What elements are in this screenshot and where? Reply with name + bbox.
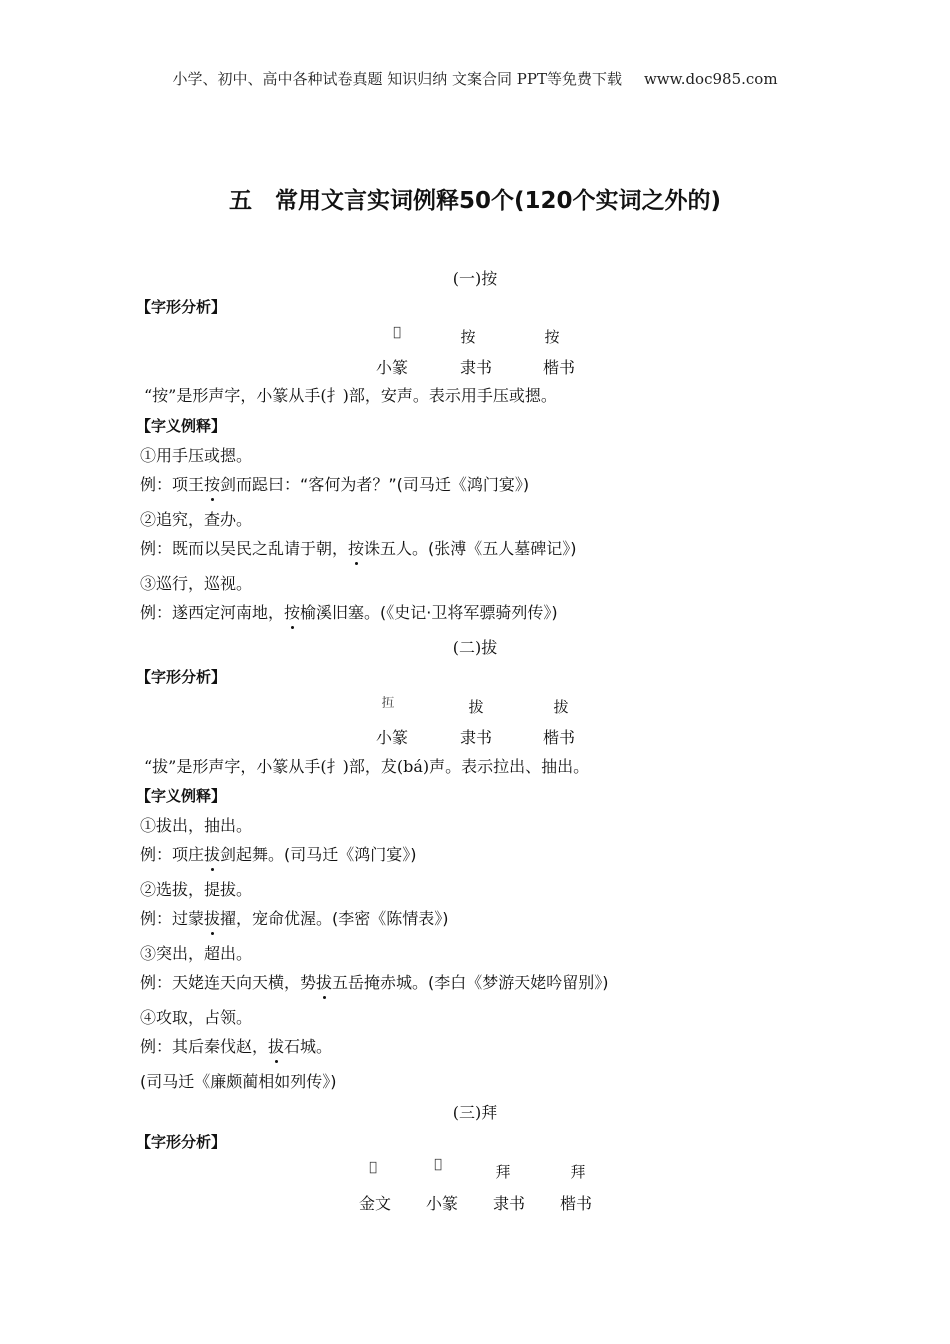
script-label: 楷书: [542, 358, 575, 377]
header-site: www.doc985.com: [643, 70, 778, 88]
key-word: 拔: [316, 970, 332, 993]
section-heading-bai: (三)拜: [452, 1103, 498, 1122]
page-title: 五 常用文言实词例释50个(120个实词之外的): [228, 188, 722, 214]
script-label: 小篆: [375, 728, 408, 747]
meaning-definition: ②追究，查办。: [140, 510, 253, 529]
meaning-definition: ③突出，超出。: [140, 944, 253, 963]
meaning-label: 【字义例释】: [136, 417, 227, 435]
regular-glyph: 拜: [570, 1163, 586, 1181]
regular-glyph: 按: [544, 328, 560, 346]
meaning-definition: ①拔出，抽出。: [140, 816, 253, 835]
clerical-glyph: 按: [460, 328, 476, 346]
seal-glyph: 𢪙: [393, 325, 399, 340]
key-word: 按: [348, 536, 364, 559]
meaning-label: 【字义例释】: [136, 787, 227, 805]
form-analysis-label: 【字形分析】: [136, 1133, 227, 1151]
meaning-example: 例：项庄拔剑起舞。(司马迁《鸿门宴》): [140, 842, 417, 865]
script-label: 楷书: [542, 728, 575, 747]
section-heading-an: (一)按: [452, 269, 498, 288]
bronze-glyph: 𢪨: [369, 1160, 375, 1175]
seal-glyph: 𢪨: [434, 1157, 440, 1172]
meaning-definition: ②选拔，提拔。: [140, 880, 253, 899]
meaning-definition: ④攻取，占领。: [140, 1008, 253, 1027]
form-analysis-label: 【字形分析】: [136, 668, 227, 686]
meaning-definition: ①用手压或摁。: [140, 446, 253, 465]
regular-glyph: 拔: [553, 698, 569, 716]
section-heading-ba: (二)拔: [452, 638, 498, 657]
page-header: [0, 68, 950, 89]
script-label: 小篆: [375, 358, 408, 377]
script-label: 小篆: [425, 1194, 458, 1213]
script-label: 隶书: [492, 1194, 525, 1213]
script-label: 楷书: [559, 1194, 592, 1213]
script-label: 金文: [358, 1194, 391, 1213]
key-word: 拔: [204, 906, 220, 929]
key-word: 拔: [204, 842, 220, 865]
clerical-glyph: 拔: [468, 698, 484, 716]
meaning-example: 例：过蒙拔擢，宠命优渥。(李密《陈情表》): [140, 906, 449, 929]
meaning-example: 例：遂西定河南地，按榆溪旧塞。(《史记·卫将军骠骑列传》): [140, 600, 558, 623]
key-word: 按: [204, 472, 220, 495]
meaning-source: (司马迁《廉颇蔺相如列传》): [140, 1072, 337, 1091]
form-analysis-text: “按”是形声字，小篆从手(扌)部，安声。表示用手压或摁。: [144, 386, 557, 405]
script-label: 隶书: [459, 358, 492, 377]
meaning-example: 例：其后秦伐赵，拔石城。: [140, 1034, 332, 1057]
meaning-example: 例：天姥连天向天横，势拔五岳掩赤城。(李白《梦游天姥吟留别》): [140, 970, 609, 993]
script-label: 隶书: [459, 728, 492, 747]
key-word: 按: [284, 600, 300, 623]
key-word: 拔: [268, 1034, 284, 1057]
clerical-glyph: 拜: [495, 1163, 511, 1181]
meaning-example: 例：既而以吴民之乱请于朝，按诛五人。(张溥《五人墓碑记》): [140, 536, 577, 559]
meaning-example: 例：项王按剑而跽曰：“客何为者？”(司马迁《鸿门宴》): [140, 472, 529, 495]
meaning-definition: ③巡行，巡视。: [140, 574, 253, 593]
form-analysis-label: 【字形分析】: [136, 298, 227, 316]
seal-glyph: 𢪔: [381, 696, 393, 711]
header-text: 小学、初中、高中各种试卷真题 知识归纳 文案合同 PPT等免费下载: [172, 70, 622, 88]
form-analysis-text: “拔”是形声字，小篆从手(扌)部，犮(bá)声。表示拉出、抽出。: [144, 757, 590, 776]
